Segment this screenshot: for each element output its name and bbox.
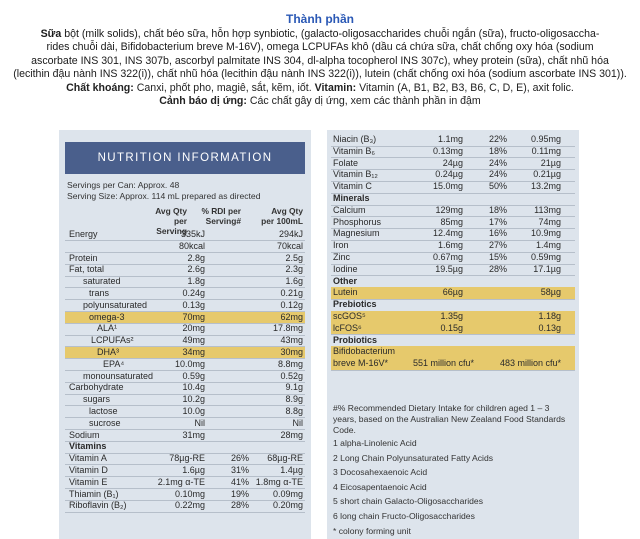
table-row (331, 264, 575, 277)
avg-per-100ml: 13.2mg (530, 181, 561, 192)
table-row (331, 217, 575, 230)
table-row (65, 335, 305, 347)
avg-per-serving: 0.13g (182, 299, 205, 310)
row-label: Lutein (333, 287, 358, 298)
avg-per-serving: 15.0mg (432, 181, 463, 192)
rdi-percent: 17% (488, 216, 507, 227)
table-row (65, 276, 305, 288)
avg-per-serving: 551 million cfu* (413, 358, 475, 369)
row-label: Zinc (333, 252, 351, 262)
table-row (65, 323, 305, 335)
vitamin-label: Vitamin: (314, 81, 357, 94)
avg-per-serving: Nil (194, 417, 205, 428)
row-label: Vitamins (69, 441, 107, 452)
table-row (331, 169, 575, 182)
avg-per-serving: 129mg (435, 204, 463, 215)
avg-per-serving: 10.2g (182, 394, 205, 405)
avg-per-serving: 66µg (442, 287, 463, 298)
row-label: omega-3 (89, 311, 125, 322)
rdi-percent: 22% (488, 134, 507, 144)
row-label: Folate (333, 157, 359, 168)
avg-per-serving: 70mg (182, 311, 205, 322)
nutrition-panel-left (59, 130, 311, 539)
row-label: Iodine (333, 263, 358, 274)
avg-per-serving: 80kcal (178, 240, 205, 251)
row-label: Bifidobacterium (333, 346, 396, 357)
row-label: Vitamin B₆ (333, 145, 375, 156)
rdi-percent: 28% (488, 263, 507, 274)
table-row (331, 240, 575, 253)
avg-per-100ml: Nil (292, 417, 303, 428)
row-label: Magnesium (333, 228, 380, 239)
allergy-warning-label: Cảnh báo dị ứng: (159, 95, 247, 108)
avg-per-serving: 1.8g (187, 276, 205, 287)
table-row (65, 241, 305, 253)
nutrition-header: NUTRITION INFORMATION (65, 142, 305, 174)
avg-per-serving: 49mg (182, 335, 205, 346)
avg-per-serving: 0.24g (182, 288, 205, 298)
row-label: saturated (83, 276, 121, 287)
avg-per-serving: 2.8g (187, 252, 205, 263)
table-row (65, 441, 305, 453)
rdi-percent: 18% (488, 145, 507, 156)
row-label: Riboflavin (B₂) (69, 500, 127, 511)
row-label: lcFOS⁶ (333, 322, 362, 333)
table-row (331, 134, 575, 147)
avg-per-100ml: 0.09mg (272, 488, 303, 499)
vitamin-text: Vitamin (A, B1, B2, B3, B6, C, D, E), axit folic. (359, 81, 574, 94)
table-row (65, 312, 305, 324)
avg-per-100ml: 70kcal (276, 240, 303, 251)
avg-per-serving: 10.0mg (174, 358, 205, 369)
avg-per-100ml: 483 million cfu* (499, 358, 561, 369)
row-label: Probiotics (333, 334, 378, 345)
table-row (65, 418, 305, 430)
table-row (331, 311, 575, 324)
avg-per-100ml: 0.11mg (531, 145, 561, 156)
row-label: Calcium (333, 204, 366, 215)
row-label: monounsaturated (83, 370, 154, 381)
avg-per-100ml: 0.21g (280, 288, 303, 298)
avg-per-serving: 34mg (182, 347, 205, 357)
row-label: Thiamin (B₁) (69, 488, 119, 499)
avg-per-100ml: 30mg (280, 347, 303, 357)
avg-per-serving: 1.35g (440, 311, 463, 321)
rdi-percent: 26% (230, 453, 249, 464)
table-row (331, 181, 575, 194)
avg-per-100ml: 10.9mg (530, 228, 561, 239)
row-label: Minerals (333, 193, 370, 203)
avg-per-serving: 78µg-RE (169, 453, 205, 464)
row-label: Vitamin D (69, 465, 108, 475)
avg-per-serving: 0.13mg (432, 145, 463, 156)
avg-per-serving: 2.6g (187, 264, 205, 275)
rdi-percent: 41% (230, 476, 249, 487)
col-rdi: % RDI per Serving# (201, 206, 241, 226)
row-label: Vitamin C (333, 181, 372, 192)
avg-per-serving: 10.4g (182, 382, 205, 393)
avg-per-serving: 0.59g (182, 370, 205, 381)
table-row (331, 158, 575, 171)
row-label: Energy (69, 229, 98, 239)
ingredients-line-2: rides chuỗi dài, Bifidobacterium breve M-16V), omega LCPUFAs khô (dầu cá chứa sữa, chất chống oxy hóa (sodium (46, 41, 594, 54)
table-row (65, 347, 305, 359)
avg-per-serving: 0.67mg (432, 252, 463, 262)
row-label: DHA³ (97, 347, 119, 357)
allergy-warning-line (0, 95, 640, 109)
avg-per-100ml: 17.1µg (533, 263, 561, 274)
row-label: Niacin (B₃) (333, 134, 377, 144)
avg-per-100ml: 74mg (538, 216, 561, 227)
footnote-item: 3 Docosahexaenoic Acid (333, 467, 428, 478)
avg-per-100ml: 1.4µg (280, 465, 303, 475)
row-label: breve M-16V* (333, 358, 389, 369)
serving-size: Serving Size: Approx. 114 mL prepared as directed (67, 191, 261, 201)
rdi-percent: 24% (488, 169, 507, 180)
avg-per-serving: 24µg (442, 157, 463, 168)
table-row (65, 371, 305, 383)
avg-per-100ml: 43mg (280, 335, 303, 346)
table-row (65, 229, 305, 241)
avg-per-100ml: 58µg (540, 287, 561, 298)
avg-per-100ml: 28mg (280, 429, 303, 440)
avg-per-100ml: 0.13g (538, 322, 561, 333)
rdi-percent: 24% (488, 157, 507, 168)
avg-per-serving: 19.5µg (435, 263, 463, 274)
ingredients-paragraph (0, 26, 640, 82)
minerals-vitamins-line (0, 82, 640, 96)
row-label: Carbohydrate (69, 382, 124, 393)
table-row (65, 394, 305, 406)
avg-per-serving: 0.22mg (174, 500, 205, 511)
footnote-item: 4 Eicosapentaenoic Acid (333, 481, 427, 492)
table-row (331, 193, 575, 206)
avg-per-serving: 85mg (440, 216, 463, 227)
avg-per-100ml: 2.3g (285, 264, 303, 275)
table-row (331, 252, 575, 265)
avg-per-serving: 0.24µg (435, 169, 463, 180)
minerals-label: Chất khoáng: (66, 81, 134, 94)
table-row (65, 489, 305, 501)
table-row (331, 358, 575, 371)
table-row (331, 276, 575, 289)
right-margin (579, 130, 640, 539)
avg-per-100ml: 0.12g (280, 299, 303, 310)
avg-per-100ml: 0.20mg (272, 500, 303, 511)
table-row (65, 264, 305, 276)
row-label: sucrose (89, 417, 121, 428)
avg-per-serving: 1.6µg (182, 465, 205, 475)
avg-per-100ml: 0.21µg (533, 169, 561, 180)
avg-per-serving: 31mg (182, 429, 205, 440)
avg-per-100ml: 0.52g (280, 370, 303, 381)
rdi-note: #% Recommended Dietary Intake for children aged 1 – 3 years, based on the Australian New Zealand Food Standards Code. (333, 403, 566, 435)
table-row (65, 300, 305, 312)
avg-per-100ml: 8.8mg (277, 358, 303, 369)
row-label: Iron (333, 240, 349, 251)
row-label: trans (89, 288, 110, 298)
table-row (65, 253, 305, 265)
table-row (65, 453, 305, 465)
avg-per-serving: 0.10mg (174, 488, 205, 499)
avg-per-serving: 335kJ (180, 229, 205, 239)
row-label: polyunsaturated (83, 299, 148, 310)
allergy-warning-text: Các chất gây dị ứng, xem các thành phần in đậm (249, 95, 481, 108)
rdi-percent: 50% (488, 181, 507, 192)
row-label: Other (333, 275, 358, 286)
avg-per-100ml: 1.6g (285, 276, 303, 287)
row-label: scGOS⁵ (333, 311, 366, 321)
table-row (331, 323, 575, 336)
table-row (331, 146, 575, 159)
row-label: LCPUFAs² (91, 335, 134, 346)
row-label: sugars (83, 394, 111, 405)
table-row (65, 359, 305, 371)
avg-per-100ml: 62mg (280, 311, 303, 322)
avg-per-serving: 1.6mg (437, 240, 463, 251)
table-row (331, 228, 575, 241)
minerals-text: Canxi, phốt pho, magiê, sắt, kẽm, iốt. (136, 81, 312, 94)
table-row (331, 287, 575, 300)
col-avg-100ml: Avg Qty per 100mL (261, 206, 303, 226)
table-row (65, 477, 305, 489)
table-row (65, 430, 305, 442)
row-label: Fat, total (69, 264, 105, 275)
avg-per-100ml: 0.59mg (530, 252, 561, 262)
table-row (65, 382, 305, 394)
table-row (65, 465, 305, 477)
row-label: Prebiotics (333, 299, 377, 310)
avg-per-100ml: 1.8mg α-TE (255, 476, 303, 487)
rdi-percent: 16% (488, 228, 507, 239)
avg-per-serving: 12.4mg (432, 228, 463, 239)
rdi-percent: 18% (488, 204, 507, 215)
nutrition-panel-right (327, 130, 579, 539)
footnote-item: * colony forming unit (333, 525, 411, 536)
avg-per-100ml: 113mg (534, 204, 561, 215)
avg-per-100ml: 8.9g (285, 394, 303, 405)
ingredients-line-1: bột (milk solids), chất béo sữa, hỗn hợp synbiotic, (galacto-oligosaccharides chuỗi ngắn (sữa), fructo-oligosaccha- (64, 28, 600, 40)
row-label: Sodium (69, 429, 100, 440)
table-row (65, 288, 305, 300)
ingredients-label: Sữa (40, 28, 62, 40)
ingredients-line-4: (lecithin đậu nành INS 322(i)), chất nhũ hóa (lecithin đậu nành INS 322(i)), lutein (chất chống oxi hóa (sodium ascorbate INS 301)). (13, 68, 627, 81)
rdi-percent: 15% (488, 252, 507, 262)
servings-per-can: Servings per Can: Approx. 48 (67, 180, 180, 190)
avg-per-serving: 10.0g (182, 406, 205, 416)
row-label: Phosphorus (333, 216, 382, 227)
row-label: lactose (89, 406, 118, 416)
avg-per-100ml: 8.8g (285, 406, 303, 416)
ingredients-title: Thành phần (286, 12, 354, 26)
avg-per-100ml: 21µg (540, 157, 561, 168)
table-row (331, 299, 575, 312)
avg-per-serving: 1.1mg (437, 134, 463, 144)
ingredients-line-3: ascorbate INS 301, INS 307b, ascorbyl palmitate INS 304, dl-alpha tocopherol INS 307c), whey protein (sữa), chất nhũ hóa (31, 54, 609, 67)
row-label: ALA¹ (97, 323, 118, 334)
rdi-percent: 27% (488, 240, 507, 251)
rdi-percent: 19% (230, 488, 249, 499)
table-row (331, 346, 575, 359)
avg-per-100ml: 17.8mg (272, 323, 303, 334)
footnote-item: 2 Long Chain Polyunsaturated Fatty Acids (333, 452, 494, 463)
avg-per-serving: 0.15g (440, 322, 463, 333)
table-row (331, 335, 575, 348)
avg-per-100ml: 294kJ (278, 229, 303, 239)
rdi-percent: 31% (230, 465, 249, 475)
avg-per-100ml: 1.18g (538, 311, 561, 321)
avg-per-100ml: 68µg-RE (267, 453, 303, 464)
footnote-item: 6 long chain Fructo-Oligosaccharides (333, 511, 475, 521)
table-row (65, 500, 305, 512)
row-label: Vitamin B₁₂ (333, 169, 378, 180)
col-avg-serving: Avg Qty per Serving (155, 206, 187, 236)
panel-gap (311, 130, 327, 539)
row-label: Protein (69, 252, 98, 263)
avg-per-100ml: 1.4mg (535, 240, 561, 251)
avg-per-serving: 2.1mg α-TE (157, 476, 205, 487)
avg-per-100ml: 0.95mg (530, 134, 561, 144)
avg-per-100ml: 9.1g (285, 382, 303, 393)
table-row (331, 205, 575, 218)
avg-per-serving: 20mg (182, 323, 205, 334)
footnote-item: 1 alpha-Linolenic Acid (333, 438, 417, 448)
table-row (65, 406, 305, 418)
footnote-item: 5 short chain Galacto-Oligosaccharides (333, 496, 483, 507)
row-label: Vitamin E (69, 476, 108, 487)
row-label: EPA⁴ (103, 358, 125, 369)
avg-per-100ml: 2.5g (285, 252, 303, 263)
row-label: Vitamin A (69, 453, 107, 464)
ingredients-section (0, 0, 640, 128)
rdi-percent: 28% (230, 500, 249, 511)
